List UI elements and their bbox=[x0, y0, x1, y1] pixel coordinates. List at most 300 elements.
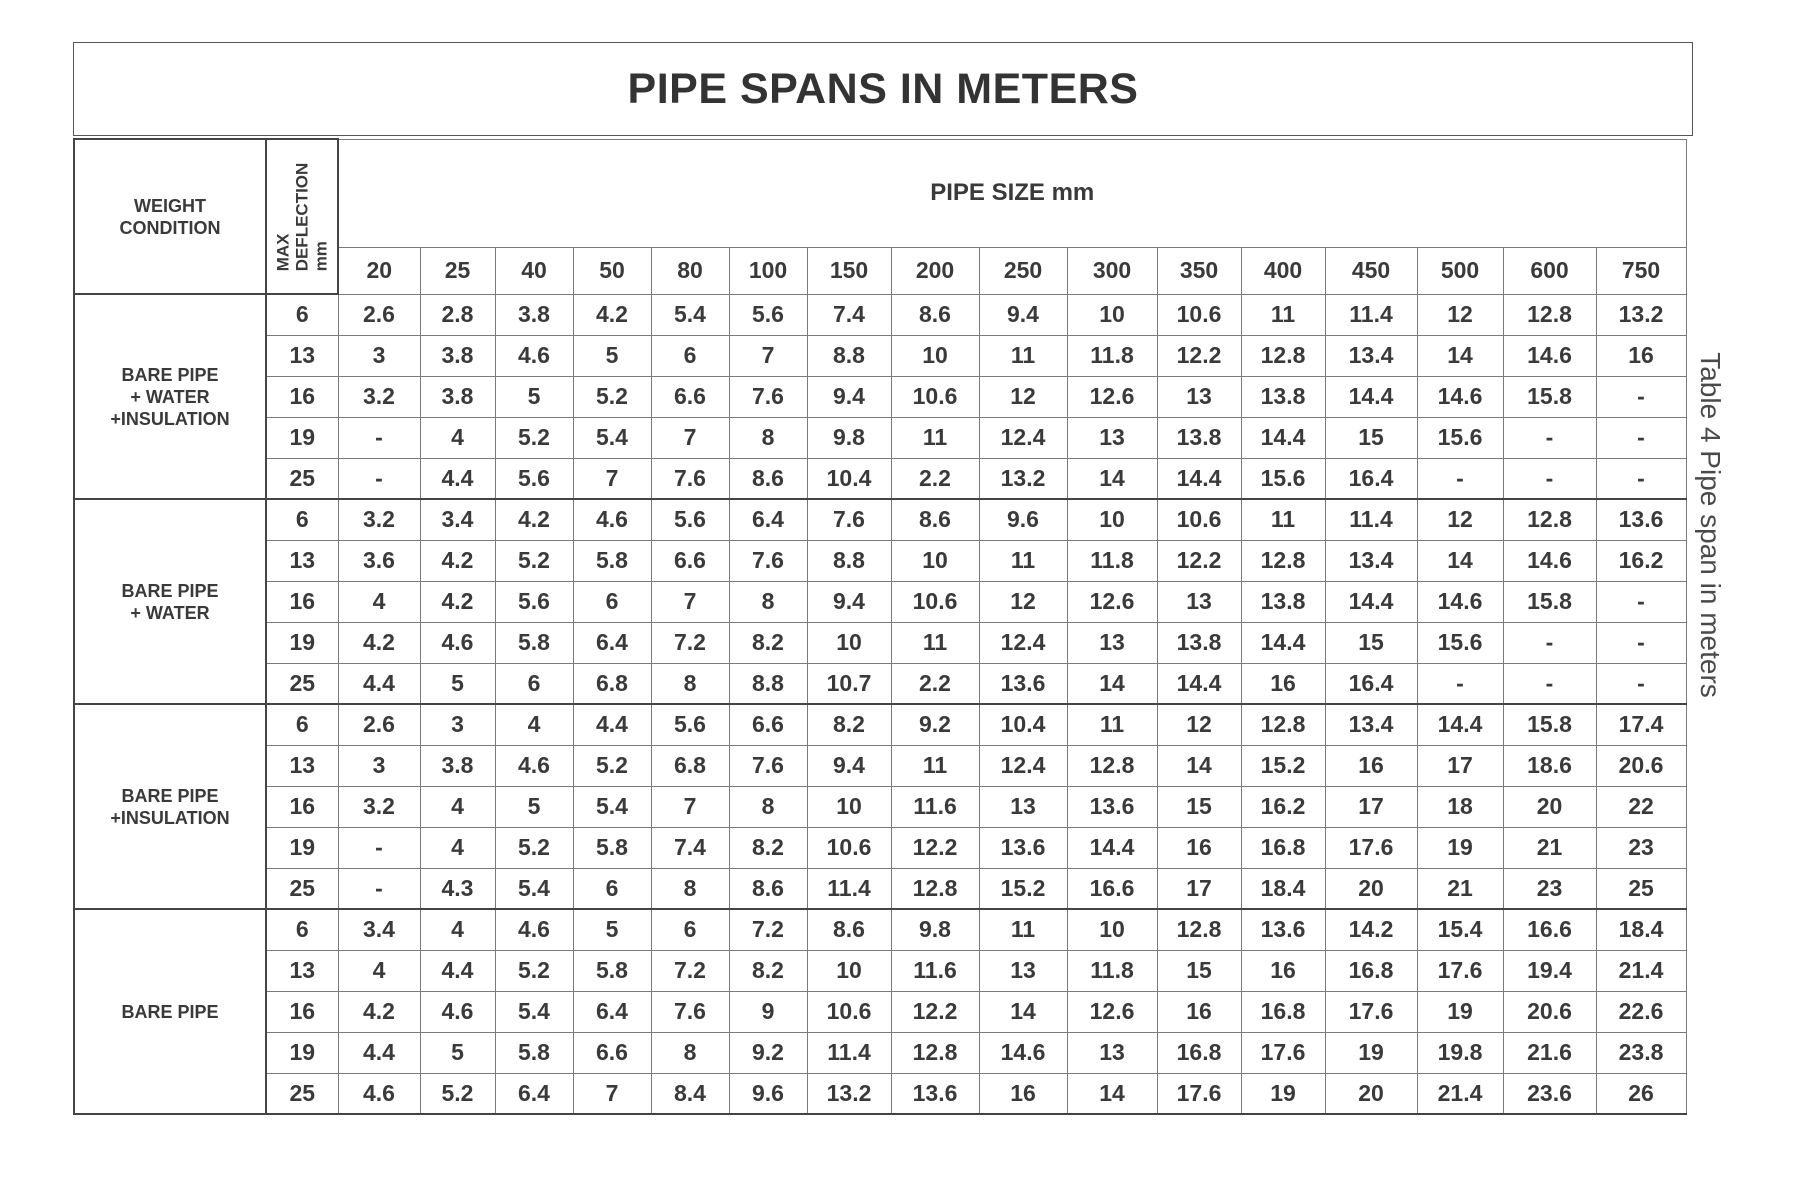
span-value-cell: 13.6 bbox=[979, 663, 1067, 704]
span-value-cell: 11 bbox=[891, 622, 979, 663]
span-value-cell: 13.2 bbox=[807, 1073, 891, 1114]
span-value-cell: 10.6 bbox=[891, 376, 979, 417]
span-value-cell: 4.2 bbox=[338, 622, 420, 663]
span-value-cell: 5.2 bbox=[495, 540, 573, 581]
span-value-cell: 9.4 bbox=[807, 745, 891, 786]
table-row bbox=[74, 950, 1686, 991]
span-value-cell: 17.4 bbox=[1596, 704, 1686, 745]
weight-condition-header bbox=[74, 139, 266, 294]
deflection-cell: 6 bbox=[266, 294, 338, 335]
span-value-cell: 13 bbox=[1067, 622, 1157, 663]
span-value-cell: 8 bbox=[729, 581, 807, 622]
table-row bbox=[74, 827, 1686, 868]
span-value-cell: 12 bbox=[1417, 499, 1503, 540]
span-value-cell: 11.4 bbox=[1325, 499, 1417, 540]
span-value-cell: 10.4 bbox=[979, 704, 1067, 745]
span-value-cell: 22.6 bbox=[1596, 991, 1686, 1032]
span-value-cell: 14.4 bbox=[1241, 417, 1325, 458]
span-value-cell: 26 bbox=[1596, 1073, 1686, 1114]
span-value-cell: 7.4 bbox=[651, 827, 729, 868]
span-value-cell: 2.2 bbox=[891, 663, 979, 704]
span-value-cell: 12.8 bbox=[1241, 540, 1325, 581]
span-value-cell: - bbox=[1596, 458, 1686, 499]
span-value-cell: 12.8 bbox=[1241, 335, 1325, 376]
pipe-size-50: 50 bbox=[573, 247, 651, 294]
weight-condition-cell bbox=[74, 499, 266, 704]
span-value-cell: 7.2 bbox=[729, 909, 807, 950]
span-value-cell: - bbox=[1596, 376, 1686, 417]
pipe-size-100: 100 bbox=[729, 247, 807, 294]
span-value-cell: 16.4 bbox=[1325, 663, 1417, 704]
weight-condition-line: BARE PIPE bbox=[121, 580, 219, 601]
pipe-size-150: 150 bbox=[807, 247, 891, 294]
span-value-cell: 7.6 bbox=[729, 376, 807, 417]
deflection-cell: 25 bbox=[266, 1073, 338, 1114]
span-value-cell: 11 bbox=[891, 417, 979, 458]
span-value-cell: 16.8 bbox=[1325, 950, 1417, 991]
span-value-cell: 16 bbox=[1241, 950, 1325, 991]
weight-condition-line: BARE PIPE bbox=[121, 364, 219, 385]
span-value-cell: 13 bbox=[1157, 376, 1241, 417]
span-value-cell: 4 bbox=[338, 581, 420, 622]
span-value-cell: 20 bbox=[1503, 786, 1596, 827]
span-value-cell: 6 bbox=[651, 335, 729, 376]
deflection-cell: 16 bbox=[266, 376, 338, 417]
span-value-cell: 19 bbox=[1417, 991, 1503, 1032]
span-value-cell: 12.4 bbox=[979, 417, 1067, 458]
weight-condition-line: +INSULATION bbox=[110, 807, 230, 828]
span-value-cell: 18.4 bbox=[1596, 909, 1686, 950]
span-value-cell: 8.8 bbox=[807, 540, 891, 581]
span-value-cell: 5.8 bbox=[573, 950, 651, 991]
span-value-cell: 11.6 bbox=[891, 786, 979, 827]
span-value-cell: 15.8 bbox=[1503, 704, 1596, 745]
span-value-cell: 15.6 bbox=[1241, 458, 1325, 499]
pipe-size-600: 600 bbox=[1503, 247, 1596, 294]
span-value-cell: 12.8 bbox=[1503, 499, 1596, 540]
span-value-cell: 18 bbox=[1417, 786, 1503, 827]
span-value-cell: 4 bbox=[420, 786, 495, 827]
pipe-size-500: 500 bbox=[1417, 247, 1503, 294]
span-value-cell: 6.6 bbox=[573, 1032, 651, 1073]
max-deflection-line-1: MAX bbox=[273, 233, 293, 271]
span-value-cell: 6.6 bbox=[651, 540, 729, 581]
span-value-cell: 13.6 bbox=[979, 827, 1067, 868]
span-value-cell: 6.6 bbox=[651, 376, 729, 417]
header-row-top bbox=[74, 139, 1686, 247]
span-value-cell: 9.6 bbox=[729, 1073, 807, 1114]
span-value-cell: 10 bbox=[1067, 909, 1157, 950]
span-value-cell: 17.6 bbox=[1241, 1032, 1325, 1073]
span-value-cell: 7.6 bbox=[807, 499, 891, 540]
span-value-cell: 17.6 bbox=[1417, 950, 1503, 991]
span-value-cell: 9.8 bbox=[807, 417, 891, 458]
span-value-cell: - bbox=[338, 868, 420, 909]
span-value-cell: 20 bbox=[1325, 1073, 1417, 1114]
span-value-cell: 5.4 bbox=[573, 417, 651, 458]
max-deflection-line-3: mm bbox=[311, 240, 331, 271]
span-value-cell: 21.4 bbox=[1596, 950, 1686, 991]
span-value-cell: 4.4 bbox=[338, 663, 420, 704]
span-value-cell: 4.2 bbox=[420, 540, 495, 581]
deflection-cell: 6 bbox=[266, 704, 338, 745]
span-value-cell: 8.2 bbox=[807, 704, 891, 745]
deflection-cell: 19 bbox=[266, 417, 338, 458]
span-value-cell: 4.6 bbox=[420, 991, 495, 1032]
span-value-cell: 14.2 bbox=[1325, 909, 1417, 950]
span-value-cell: 16.6 bbox=[1067, 868, 1157, 909]
span-value-cell: 5 bbox=[573, 335, 651, 376]
span-value-cell: - bbox=[1596, 663, 1686, 704]
weight-condition-cell bbox=[74, 909, 266, 1114]
span-value-cell: 13.6 bbox=[891, 1073, 979, 1114]
table-row bbox=[74, 458, 1686, 499]
span-value-cell: 4.6 bbox=[495, 909, 573, 950]
span-value-cell: 10 bbox=[807, 786, 891, 827]
span-value-cell: 9.4 bbox=[979, 294, 1067, 335]
span-value-cell: 12.8 bbox=[891, 868, 979, 909]
span-value-cell: 10.6 bbox=[807, 991, 891, 1032]
span-value-cell: 13 bbox=[979, 950, 1067, 991]
span-value-cell: 8.6 bbox=[729, 458, 807, 499]
table-row bbox=[74, 622, 1686, 663]
span-value-cell: 6.4 bbox=[729, 499, 807, 540]
table-row bbox=[74, 294, 1686, 335]
weight-condition-cell bbox=[74, 294, 266, 499]
span-value-cell: 5 bbox=[573, 909, 651, 950]
span-value-cell: 8 bbox=[729, 417, 807, 458]
span-value-cell: 2.6 bbox=[338, 294, 420, 335]
deflection-cell: 16 bbox=[266, 991, 338, 1032]
span-value-cell: 5.8 bbox=[573, 540, 651, 581]
span-value-cell: 8.6 bbox=[891, 499, 979, 540]
span-value-cell: 3.8 bbox=[420, 376, 495, 417]
span-value-cell: 6.4 bbox=[573, 991, 651, 1032]
span-value-cell: 23 bbox=[1503, 868, 1596, 909]
span-value-cell: 8.4 bbox=[651, 1073, 729, 1114]
span-value-cell: 14.6 bbox=[1417, 581, 1503, 622]
table-row bbox=[74, 786, 1686, 827]
span-value-cell: 13.8 bbox=[1241, 581, 1325, 622]
span-value-cell: 10.6 bbox=[1157, 499, 1241, 540]
span-value-cell: 14.6 bbox=[1417, 376, 1503, 417]
weight-condition-cell bbox=[74, 704, 266, 909]
span-value-cell: 15 bbox=[1325, 417, 1417, 458]
span-value-cell: 16 bbox=[1157, 991, 1241, 1032]
span-value-cell: 7.6 bbox=[729, 540, 807, 581]
span-value-cell: 5 bbox=[495, 376, 573, 417]
table-row bbox=[74, 540, 1686, 581]
span-value-cell: 11 bbox=[891, 745, 979, 786]
span-value-cell: 23 bbox=[1596, 827, 1686, 868]
span-value-cell: 19 bbox=[1417, 827, 1503, 868]
span-value-cell: 3.4 bbox=[338, 909, 420, 950]
span-value-cell: 3.2 bbox=[338, 499, 420, 540]
table-row bbox=[74, 1073, 1686, 1114]
span-value-cell: 5.2 bbox=[495, 827, 573, 868]
span-value-cell: 7 bbox=[573, 1073, 651, 1114]
span-value-cell: - bbox=[1503, 458, 1596, 499]
span-value-cell: 5.2 bbox=[495, 417, 573, 458]
span-value-cell: 13.8 bbox=[1241, 376, 1325, 417]
title-box bbox=[73, 42, 1693, 136]
span-value-cell: 3 bbox=[338, 335, 420, 376]
deflection-cell: 25 bbox=[266, 868, 338, 909]
span-value-cell: 4.6 bbox=[338, 1073, 420, 1114]
span-value-cell: 10.4 bbox=[807, 458, 891, 499]
span-value-cell: 14.4 bbox=[1157, 663, 1241, 704]
span-value-cell: 11.4 bbox=[807, 1032, 891, 1073]
span-value-cell: 3 bbox=[338, 745, 420, 786]
span-value-cell: 17.6 bbox=[1325, 991, 1417, 1032]
span-value-cell: 14 bbox=[1417, 540, 1503, 581]
span-value-cell: 23.6 bbox=[1503, 1073, 1596, 1114]
span-value-cell: 22 bbox=[1596, 786, 1686, 827]
span-value-cell: 14 bbox=[979, 991, 1067, 1032]
span-value-cell: 13.4 bbox=[1325, 540, 1417, 581]
span-value-cell: 3.4 bbox=[420, 499, 495, 540]
span-value-cell: 9.2 bbox=[729, 1032, 807, 1073]
span-value-cell: 12.2 bbox=[1157, 335, 1241, 376]
span-value-cell: 9.4 bbox=[807, 581, 891, 622]
span-value-cell: - bbox=[1503, 663, 1596, 704]
span-value-cell: 13.8 bbox=[1157, 622, 1241, 663]
span-value-cell: 10 bbox=[807, 622, 891, 663]
span-value-cell: 5.2 bbox=[573, 376, 651, 417]
span-value-cell: - bbox=[1596, 417, 1686, 458]
span-value-cell: 5.2 bbox=[420, 1073, 495, 1114]
deflection-cell: 25 bbox=[266, 458, 338, 499]
weight-condition-header-line-2: CONDITION bbox=[119, 217, 221, 238]
span-value-cell: 11.8 bbox=[1067, 335, 1157, 376]
span-value-cell: 15.4 bbox=[1417, 909, 1503, 950]
span-value-cell: 11.4 bbox=[807, 868, 891, 909]
span-value-cell: 13.2 bbox=[1596, 294, 1686, 335]
span-value-cell: 5 bbox=[420, 663, 495, 704]
span-value-cell: 17 bbox=[1157, 868, 1241, 909]
span-value-cell: 10.7 bbox=[807, 663, 891, 704]
span-value-cell: 14.4 bbox=[1325, 376, 1417, 417]
span-value-cell: 8 bbox=[729, 786, 807, 827]
span-value-cell: 14 bbox=[1067, 1073, 1157, 1114]
span-value-cell: 4.2 bbox=[573, 294, 651, 335]
span-value-cell: 5 bbox=[495, 786, 573, 827]
span-value-cell: 3.2 bbox=[338, 376, 420, 417]
span-value-cell: 11.4 bbox=[1325, 294, 1417, 335]
span-value-cell: 8 bbox=[651, 663, 729, 704]
span-value-cell: 6.8 bbox=[573, 663, 651, 704]
span-value-cell: 4 bbox=[420, 909, 495, 950]
span-value-cell: 11 bbox=[1241, 294, 1325, 335]
span-value-cell: 12 bbox=[979, 376, 1067, 417]
span-value-cell: 14.6 bbox=[1503, 335, 1596, 376]
span-value-cell: 8 bbox=[651, 868, 729, 909]
span-value-cell: 12.4 bbox=[979, 745, 1067, 786]
span-value-cell: 17.6 bbox=[1325, 827, 1417, 868]
span-value-cell: 17 bbox=[1417, 745, 1503, 786]
span-value-cell: - bbox=[1417, 458, 1503, 499]
span-value-cell: 15 bbox=[1157, 950, 1241, 991]
span-value-cell: 9.6 bbox=[979, 499, 1067, 540]
span-value-cell: 4.3 bbox=[420, 868, 495, 909]
span-value-cell: 6.4 bbox=[573, 622, 651, 663]
span-value-cell: 13.4 bbox=[1325, 704, 1417, 745]
span-value-cell: 6 bbox=[651, 909, 729, 950]
table-row bbox=[74, 704, 1686, 745]
span-value-cell: 17.6 bbox=[1157, 1073, 1241, 1114]
span-value-cell: 4 bbox=[338, 950, 420, 991]
span-value-cell: 10 bbox=[891, 540, 979, 581]
span-value-cell: 7 bbox=[651, 417, 729, 458]
span-value-cell: 14.4 bbox=[1067, 827, 1157, 868]
span-value-cell: 13 bbox=[1067, 417, 1157, 458]
span-value-cell: - bbox=[1596, 581, 1686, 622]
span-value-cell: 15 bbox=[1325, 622, 1417, 663]
pipe-size-40: 40 bbox=[495, 247, 573, 294]
span-value-cell: 8.6 bbox=[891, 294, 979, 335]
span-value-cell: 19 bbox=[1241, 1073, 1325, 1114]
deflection-cell: 13 bbox=[266, 335, 338, 376]
span-value-cell: 6.4 bbox=[495, 1073, 573, 1114]
table-row bbox=[74, 868, 1686, 909]
span-value-cell: 5.6 bbox=[495, 581, 573, 622]
span-value-cell: 7.4 bbox=[807, 294, 891, 335]
span-value-cell: 12.8 bbox=[891, 1032, 979, 1073]
span-value-cell: - bbox=[338, 458, 420, 499]
pipe-size-80: 80 bbox=[651, 247, 729, 294]
span-value-cell: - bbox=[1596, 622, 1686, 663]
span-value-cell: 8.6 bbox=[729, 868, 807, 909]
table-row bbox=[74, 499, 1686, 540]
span-value-cell: 19.8 bbox=[1417, 1032, 1503, 1073]
table-row bbox=[74, 335, 1686, 376]
span-value-cell: 4.4 bbox=[420, 458, 495, 499]
span-value-cell: 21.6 bbox=[1503, 1032, 1596, 1073]
span-value-cell: 5.4 bbox=[495, 991, 573, 1032]
pipe-size-20: 20 bbox=[338, 247, 420, 294]
span-value-cell: 4.6 bbox=[495, 745, 573, 786]
deflection-cell: 19 bbox=[266, 622, 338, 663]
weight-condition-line: + WATER bbox=[130, 602, 210, 623]
span-value-cell: 13 bbox=[1067, 1032, 1157, 1073]
span-value-cell: 3.8 bbox=[495, 294, 573, 335]
span-value-cell: 4.4 bbox=[573, 704, 651, 745]
table-row bbox=[74, 909, 1686, 950]
span-value-cell: 2.8 bbox=[420, 294, 495, 335]
span-value-cell: 16 bbox=[1325, 745, 1417, 786]
span-value-cell: 12.8 bbox=[1503, 294, 1596, 335]
span-value-cell: 17 bbox=[1325, 786, 1417, 827]
span-value-cell: 5.4 bbox=[573, 786, 651, 827]
span-value-cell: 8.2 bbox=[729, 827, 807, 868]
span-value-cell: 20.6 bbox=[1503, 991, 1596, 1032]
span-value-cell: 12.2 bbox=[891, 827, 979, 868]
span-value-cell: - bbox=[338, 417, 420, 458]
span-value-cell: 4 bbox=[495, 704, 573, 745]
span-value-cell: 11 bbox=[979, 909, 1067, 950]
span-value-cell: 4.2 bbox=[420, 581, 495, 622]
page-title: PIPE SPANS IN METERS bbox=[627, 64, 1139, 113]
table-row bbox=[74, 581, 1686, 622]
span-value-cell: 10 bbox=[1067, 294, 1157, 335]
max-deflection-line-2: DEFLECTION bbox=[292, 162, 312, 271]
span-value-cell: 14.6 bbox=[979, 1032, 1067, 1073]
span-value-cell: 7.2 bbox=[651, 950, 729, 991]
span-value-cell: 11 bbox=[979, 540, 1067, 581]
deflection-cell: 16 bbox=[266, 786, 338, 827]
span-value-cell: 10.6 bbox=[1157, 294, 1241, 335]
pipe-size-250: 250 bbox=[979, 247, 1067, 294]
span-value-cell: 12.6 bbox=[1067, 991, 1157, 1032]
span-value-cell: 6.6 bbox=[729, 704, 807, 745]
span-value-cell: 21 bbox=[1417, 868, 1503, 909]
span-value-cell: 12.6 bbox=[1067, 376, 1157, 417]
span-value-cell: 13.4 bbox=[1325, 335, 1417, 376]
weight-condition-line: + WATER bbox=[130, 386, 210, 407]
span-value-cell: 9.2 bbox=[891, 704, 979, 745]
span-value-cell: 12 bbox=[1157, 704, 1241, 745]
span-value-cell: 12.6 bbox=[1067, 581, 1157, 622]
span-value-cell: 15.2 bbox=[1241, 745, 1325, 786]
span-value-cell: 10 bbox=[807, 950, 891, 991]
span-value-cell: 19.4 bbox=[1503, 950, 1596, 991]
span-value-cell: 8.6 bbox=[807, 909, 891, 950]
span-value-cell: 9.4 bbox=[807, 376, 891, 417]
span-value-cell: 16 bbox=[1241, 663, 1325, 704]
deflection-cell: 13 bbox=[266, 540, 338, 581]
span-value-cell: 5.2 bbox=[573, 745, 651, 786]
span-value-cell: 14 bbox=[1067, 663, 1157, 704]
span-value-cell: 4.4 bbox=[420, 950, 495, 991]
span-value-cell: 6.8 bbox=[651, 745, 729, 786]
span-value-cell: 7 bbox=[651, 581, 729, 622]
span-value-cell: 3.8 bbox=[420, 335, 495, 376]
span-value-cell: 8 bbox=[651, 1032, 729, 1073]
deflection-cell: 6 bbox=[266, 499, 338, 540]
span-value-cell: 21 bbox=[1503, 827, 1596, 868]
pipe-size-750: 750 bbox=[1596, 247, 1686, 294]
table-row bbox=[74, 417, 1686, 458]
span-value-cell: 6 bbox=[573, 581, 651, 622]
span-value-cell: 7 bbox=[573, 458, 651, 499]
span-value-cell: 12 bbox=[1417, 294, 1503, 335]
span-value-cell: 18.4 bbox=[1241, 868, 1325, 909]
pipe-size-25: 25 bbox=[420, 247, 495, 294]
span-value-cell: 5.8 bbox=[495, 622, 573, 663]
span-value-cell: 3.2 bbox=[338, 786, 420, 827]
span-value-cell: 9 bbox=[729, 991, 807, 1032]
span-value-cell: 11 bbox=[979, 335, 1067, 376]
weight-condition-line: +INSULATION bbox=[110, 408, 230, 429]
span-value-cell: 5.6 bbox=[495, 458, 573, 499]
deflection-cell: 6 bbox=[266, 909, 338, 950]
span-value-cell: 8.8 bbox=[729, 663, 807, 704]
span-value-cell: 8.2 bbox=[729, 622, 807, 663]
span-value-cell: 14 bbox=[1067, 458, 1157, 499]
span-value-cell: 15.6 bbox=[1417, 417, 1503, 458]
span-value-cell: 13.2 bbox=[979, 458, 1067, 499]
span-value-cell: 16.4 bbox=[1325, 458, 1417, 499]
span-value-cell: 15.2 bbox=[979, 868, 1067, 909]
span-value-cell: - bbox=[1417, 663, 1503, 704]
span-value-cell: 5.4 bbox=[651, 294, 729, 335]
pipe-size-200: 200 bbox=[891, 247, 979, 294]
deflection-cell: 13 bbox=[266, 950, 338, 991]
span-value-cell: 11.8 bbox=[1067, 950, 1157, 991]
span-value-cell: 3.8 bbox=[420, 745, 495, 786]
table-row bbox=[74, 745, 1686, 786]
span-value-cell: 15.8 bbox=[1503, 581, 1596, 622]
